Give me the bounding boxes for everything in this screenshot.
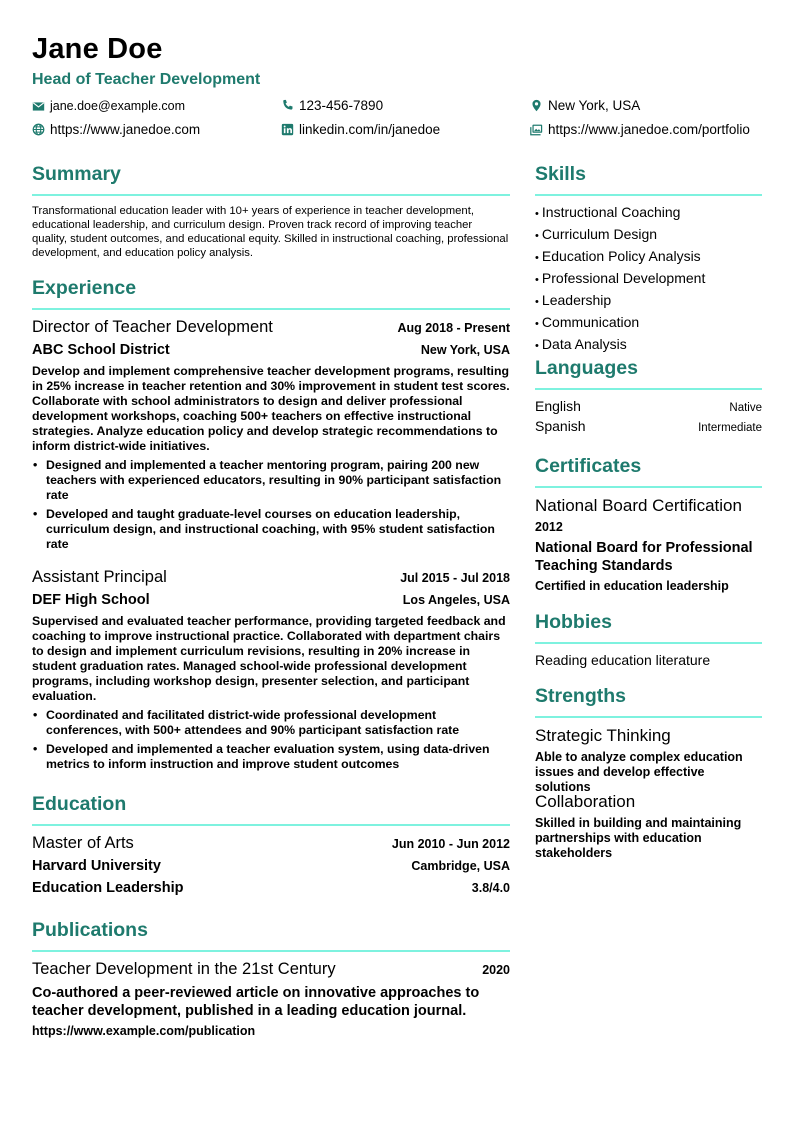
education-school-row [32, 858, 510, 874]
strength-description: Skilled in building and maintaining partnerships with education stakeholders [535, 816, 742, 860]
list-item: • Coordinated and facilitated district-wide professional development conferences, with 500+ attendees and 90% participant satisfaction rate [32, 708, 510, 738]
publication-title: Teacher Development in the 21st Century [32, 960, 336, 978]
location-pin-icon [530, 99, 543, 112]
publication-year: 2020 [482, 963, 510, 977]
strength-title: Collaboration [535, 792, 636, 811]
education-divider [32, 824, 510, 826]
job-1-title: Director of Teacher Development [32, 318, 273, 336]
job-2-bullets [32, 708, 510, 776]
publications-divider [32, 950, 510, 952]
contact-phone-text: 123-456-7890 [299, 98, 384, 113]
mail-icon [32, 100, 45, 113]
job-1-org-row [32, 342, 510, 358]
certificate-issuer: National Board for Professional Teaching Standards [535, 540, 753, 574]
job-1-bullets [32, 458, 510, 556]
skills-heading: Skills [535, 163, 586, 185]
list-item: • Leadership [535, 290, 762, 312]
languages-divider [535, 388, 762, 390]
list-item: • Developed and taught graduate-level courses on education leadership, curriculum design, and instructional coaching, with 95% student satisfaction rate [32, 507, 510, 552]
language-name: English [535, 398, 581, 414]
publication-header [32, 960, 510, 979]
list-item: • Designed and implemented a teacher mentoring program, pairing 200 new teachers with experienced educators, resulting in 90% participant satisfaction rate [32, 458, 510, 503]
job-2-title: Assistant Principal [32, 568, 167, 586]
job-2-org-row [32, 592, 510, 608]
education-degree: Master of Arts [32, 834, 134, 852]
phone-icon [281, 99, 294, 112]
education-header [32, 834, 510, 853]
job-2-dates: Jul 2015 - Jul 2018 [400, 571, 510, 585]
contact-phone[interactable] [281, 98, 383, 113]
candidate-name: Jane Doe [32, 33, 163, 65]
globe-icon [32, 123, 45, 136]
certificate-note: Certified in education leadership [535, 579, 729, 593]
language-level: Intermediate [698, 422, 762, 434]
publication-link[interactable]: https://www.example.com/publication [32, 1024, 256, 1038]
education-gpa: 3.8/4.0 [471, 881, 510, 895]
job-1-location: New York, USA [420, 343, 510, 357]
contact-email[interactable] [32, 99, 185, 113]
language-row [535, 398, 762, 414]
contact-portfolio-text: https://www.janedoe.com/portfolio [548, 122, 750, 137]
certificate-name: National Board Certification [535, 496, 742, 515]
linkedin-icon [281, 123, 294, 136]
job-1-dates: Aug 2018 - Present [397, 321, 510, 335]
summary-text: Transformational education leader with 10+ years of experience in teacher development, educational leadership, and curriculum design. Proven track record of improving teacher quality, student outcomes, and educational equity. Skilled in instructional coaching, professional development, and education policy analysis. [32, 205, 509, 259]
contact-linkedin[interactable] [281, 122, 440, 137]
publication-description: Co-authored a peer-reviewed article on innovative approaches to teacher development, published in a leading education journal. [32, 985, 480, 1019]
education-location: Cambridge, USA [411, 859, 510, 873]
education-dates: Jun 2010 - Jun 2012 [391, 837, 510, 851]
skills-divider [535, 194, 762, 196]
education-school: Harvard University [32, 858, 161, 874]
portfolio-icon [530, 123, 543, 136]
job-2-header [32, 568, 510, 587]
contact-email-text: jane.doe@example.com [50, 99, 185, 113]
language-row [535, 418, 762, 434]
experience-divider [32, 308, 510, 310]
certificates-heading: Certificates [535, 455, 642, 477]
job-1-description: Develop and implement comprehensive teacher development programs, resulting in 25% increase in teacher retention and 30% improvement in student test scores. Collaborate with school administrators to design and deliver professional development workshops, coaching 500+ teachers on effective instructional strategies. Analyze education policy and develop strategic recommendations to inform district-wide initiatives. [32, 364, 510, 453]
job-2-description: Supervised and evaluated teacher performance, providing targeted feedback and coaching to improve instructional practice. Collaborated with department chairs to design and implement curriculum revisions, resulting in 20% increase in student graduation rates. Managed school-wide professional development programs, including workshop design, presenter selection, and participant evaluation. [32, 614, 506, 703]
list-item: • Data Analysis [535, 334, 762, 356]
contact-website-text: https://www.janedoe.com [50, 122, 201, 137]
summary-divider [32, 194, 510, 196]
summary-heading: Summary [32, 163, 121, 185]
hobby-item: Reading education literature [535, 652, 711, 668]
job-1-header [32, 318, 510, 337]
list-item: • Instructional Coaching [535, 202, 762, 224]
certificates-divider [535, 486, 762, 488]
strength-description: Able to analyze complex education issues and develop effective solutions [535, 750, 743, 794]
education-heading: Education [32, 793, 127, 815]
strengths-heading: Strengths [535, 685, 627, 707]
hobbies-heading: Hobbies [535, 611, 612, 633]
list-item: • Education Policy Analysis [535, 246, 762, 268]
job-2-org: DEF High School [32, 592, 150, 608]
contact-linkedin-text: linkedin.com/in/janedoe [299, 122, 441, 137]
language-level: Native [729, 402, 762, 414]
publications-heading: Publications [32, 919, 148, 941]
contact-location-text: New York, USA [548, 98, 641, 113]
job-2-location: Los Angeles, USA [402, 593, 510, 607]
list-item: • Developed and implemented a teacher evaluation system, using data-driven metrics to inform instruction and improve student outcomes [32, 742, 510, 772]
education-field-row [32, 880, 510, 896]
strengths-divider [535, 716, 762, 718]
list-item: • Communication [535, 312, 762, 334]
education-field: Education Leadership [32, 880, 184, 896]
strength-title: Strategic Thinking [535, 726, 671, 745]
hobbies-divider [535, 642, 762, 644]
job-1-org: ABC School District [32, 342, 170, 358]
contact-website[interactable] [32, 122, 200, 137]
list-item: • Professional Development [535, 268, 762, 290]
languages-heading: Languages [535, 357, 638, 379]
skills-list [535, 202, 762, 356]
certificate-year: 2012 [535, 520, 563, 534]
candidate-headline: Head of Teacher Development [32, 71, 261, 88]
language-name: Spanish [535, 418, 586, 434]
contact-location [530, 98, 640, 113]
contact-portfolio[interactable] [530, 122, 750, 137]
experience-heading: Experience [32, 277, 137, 299]
list-item: • Curriculum Design [535, 224, 762, 246]
